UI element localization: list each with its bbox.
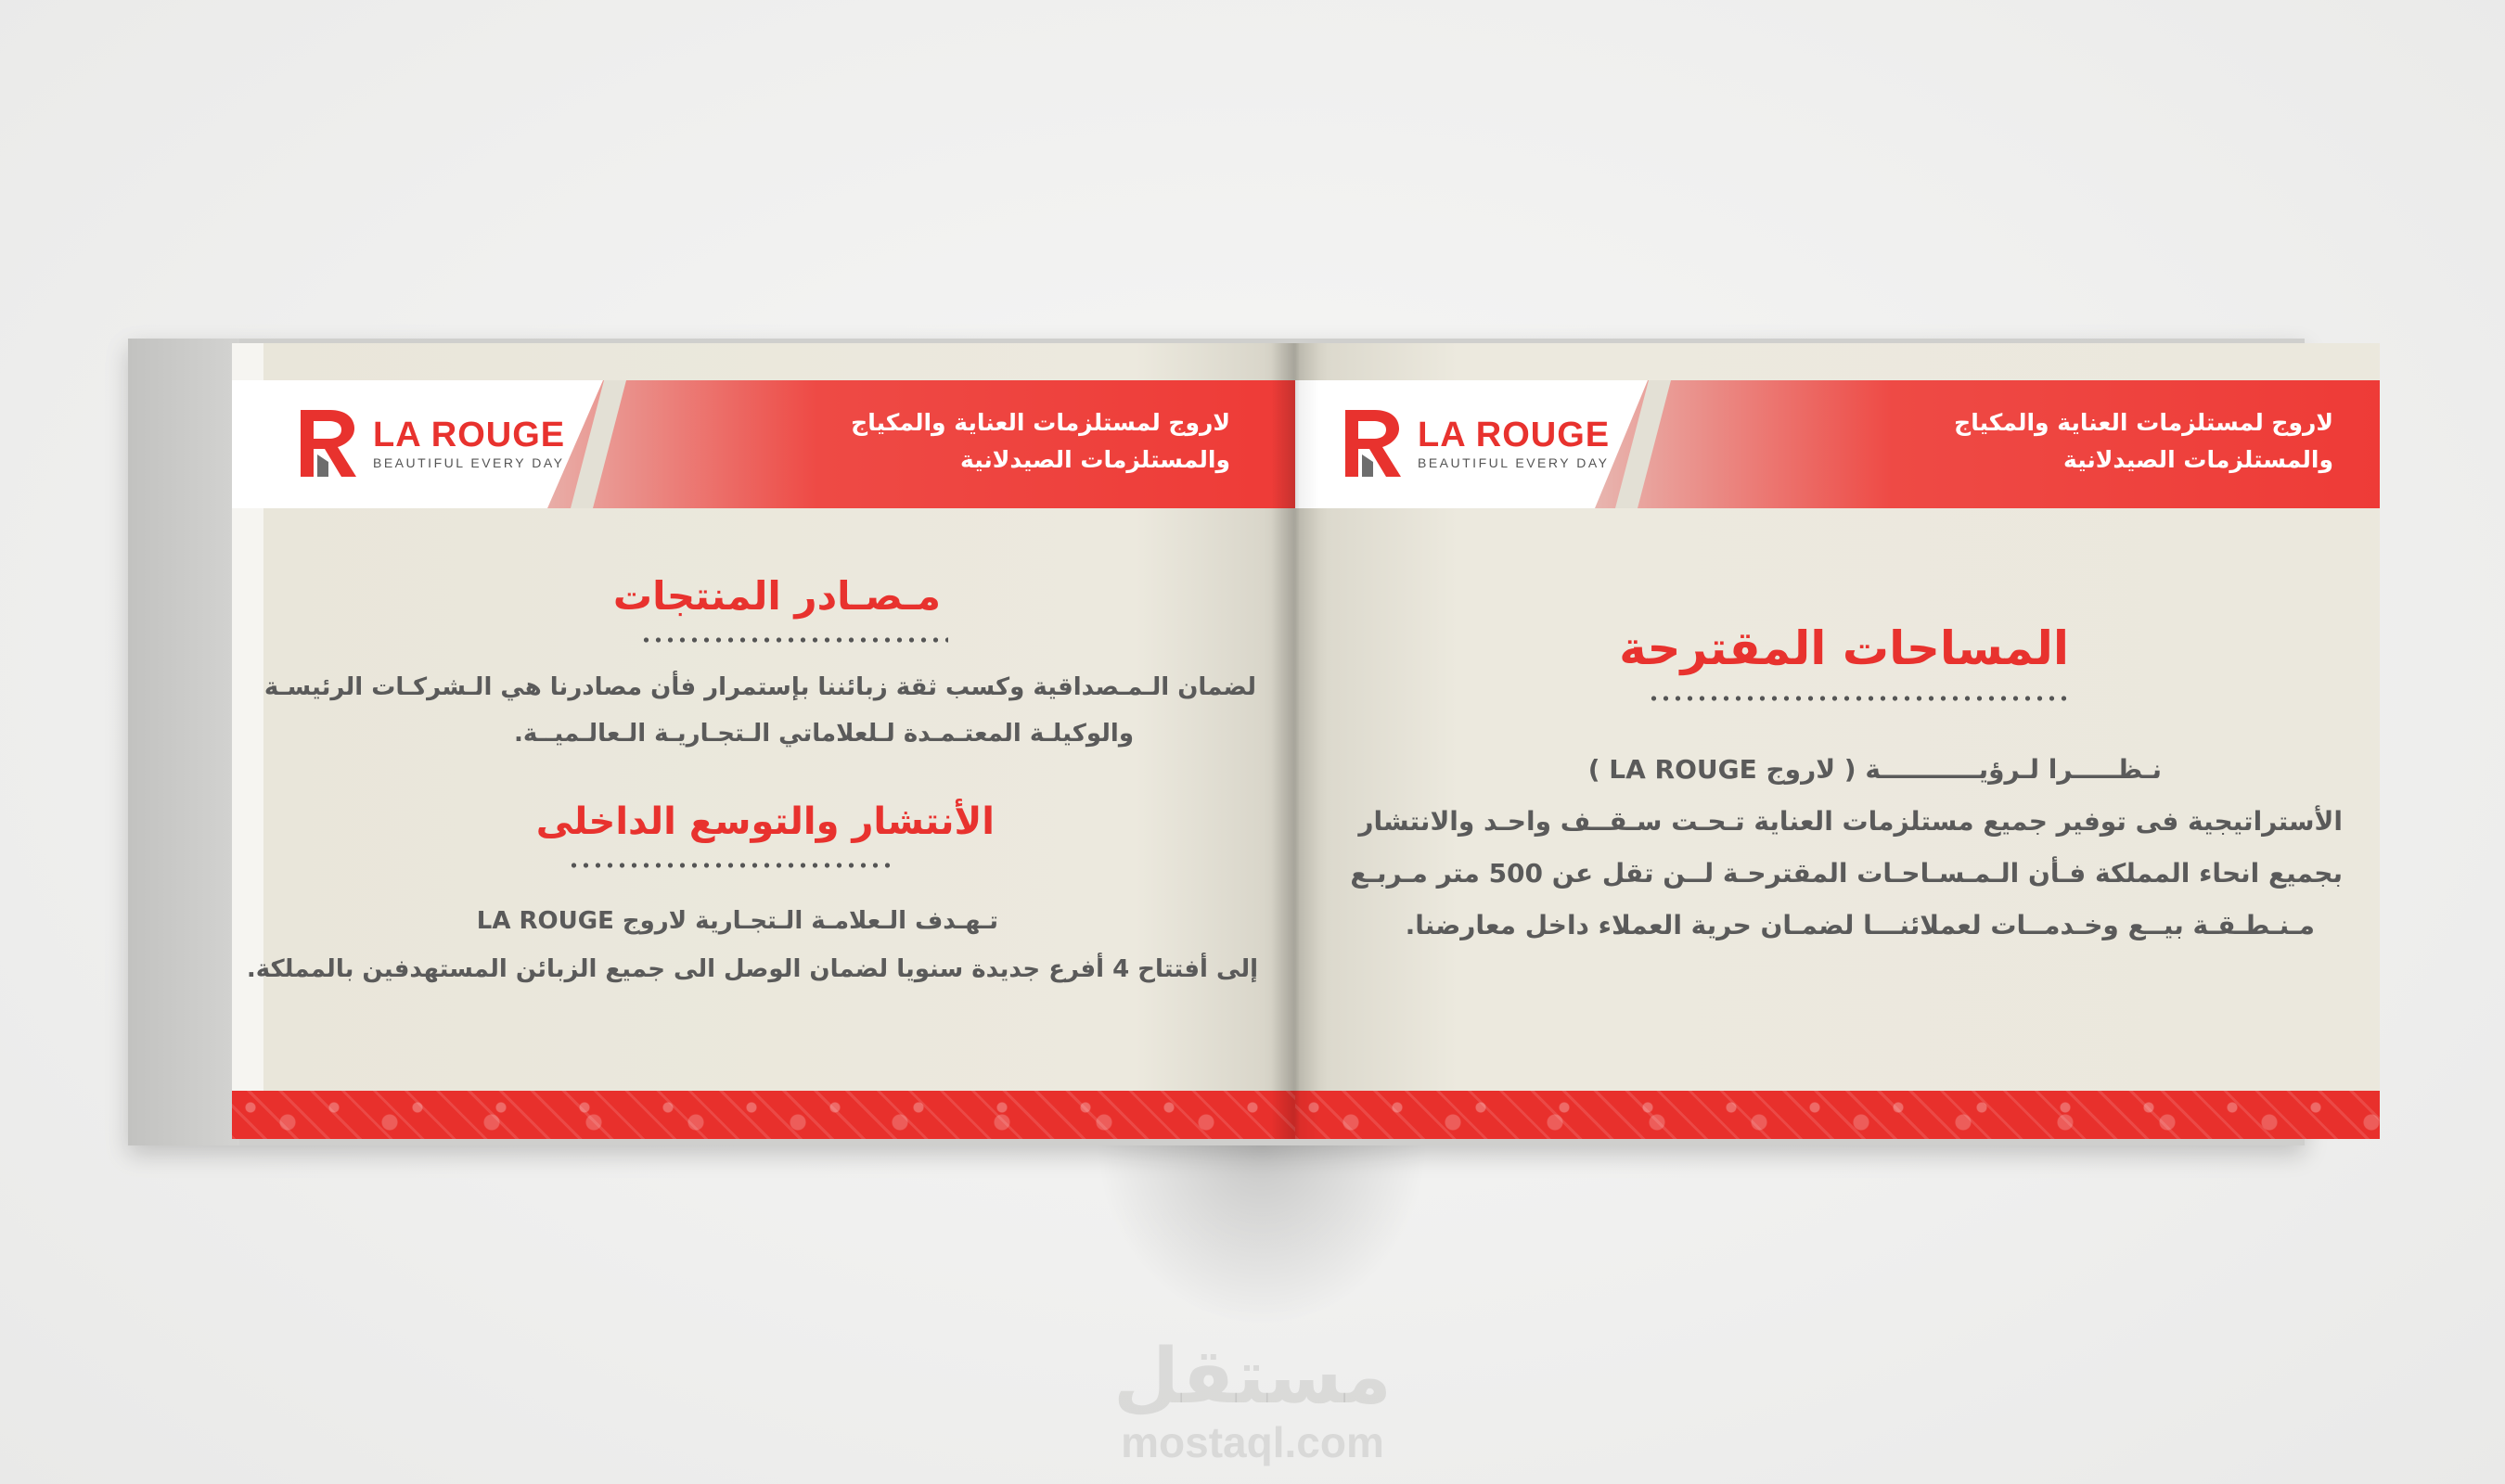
section-text-proposed-spaces — [1350, 744, 2343, 952]
watermark-latin: mostaql.com — [1121, 1418, 1384, 1466]
page-header — [1295, 380, 2380, 508]
section-text-product-sources — [264, 664, 1256, 757]
header-title — [1954, 404, 2333, 479]
logo-r-icon — [1342, 406, 1405, 480]
brand-tagline: BEAUTIFUL EVERY DAY — [373, 455, 565, 470]
text-line: مـنـطـقـة بيــع وخـدمــات لعملائنـــا لضمـان حرية العملاء داخل معارضنا. — [1405, 910, 2315, 940]
watermark — [1095, 1333, 1410, 1466]
header-title — [851, 404, 1230, 479]
page-header — [232, 380, 1295, 508]
brand-name: LA ROUGE — [1418, 416, 1611, 454]
section-title-proposed-spaces: المساحات المقترحة — [1619, 621, 2069, 675]
book-shadow — [1095, 1141, 1429, 1326]
section-text-expansion — [247, 897, 1258, 993]
text-line: بجميع انحاء المملكة فـأن الـمـسـاحـات المقترحـة لــن تقل عن 500 متر مـربـع — [1350, 858, 2343, 889]
header-title-line2: والمستلزمات الصيدلانية — [2063, 446, 2333, 473]
text-line: الأستراتيجية فى توفير جميع مستلزمات العناية تـحـت سـقــف واحـد والانتشار — [1358, 806, 2343, 837]
text-line: لضمان الـمـصداقية وكسب ثقة زبائننا بإستمرار فأن مصادرنا هي الـشركـات الرئيسـة — [263, 673, 1256, 701]
header-title-line2: والمستلزمات الصيدلانية — [960, 446, 1230, 473]
text-line: تـهـدف الـعلامـة الـتجـارية لاروج LA ROUGE — [476, 907, 998, 935]
brand-logo — [297, 406, 565, 480]
header-title-line1: لاروج لمستلزمات العناية والمكياج — [851, 409, 1230, 436]
text-line: نـظـــــرا لـرؤيـــــــــــة ( لاروج LA ROUGE ) — [1587, 754, 2162, 785]
dotted-underline — [568, 861, 894, 870]
dotted-underline — [1648, 694, 2073, 703]
left-page — [232, 343, 1295, 1139]
book-gutter — [1271, 343, 1319, 1139]
brand-name: LA ROUGE — [373, 416, 566, 454]
section-title-product-sources: مـصـادر المنتجات — [612, 573, 941, 619]
brand-tagline: BEAUTIFUL EVERY DAY — [1418, 455, 1610, 470]
page-footer-pattern — [1295, 1091, 2380, 1139]
book-cover-edge — [128, 339, 239, 1145]
text-line: إلى أفتتاح 4 أفرع جديدة سنويا لضمان الوصل الى جميع الزبائن المستهدفين بالمملكة. — [246, 955, 1258, 983]
right-page — [1295, 343, 2380, 1139]
brand-logo — [1342, 406, 1610, 480]
dotted-underline — [640, 635, 948, 645]
text-line: والوكيلـة المعتـمـدة لـلعلاماتي الـتجـاريـة الـعالـميــة. — [514, 720, 1134, 748]
page-footer-pattern — [232, 1091, 1295, 1139]
watermark-arabic: مستقل — [1113, 1333, 1392, 1421]
section-title-expansion: الأنتشار والتوسع الداخلى — [535, 800, 995, 843]
logo-r-icon — [297, 406, 360, 480]
header-title-line1: لاروج لمستلزمات العناية والمكياج — [1954, 409, 2333, 436]
